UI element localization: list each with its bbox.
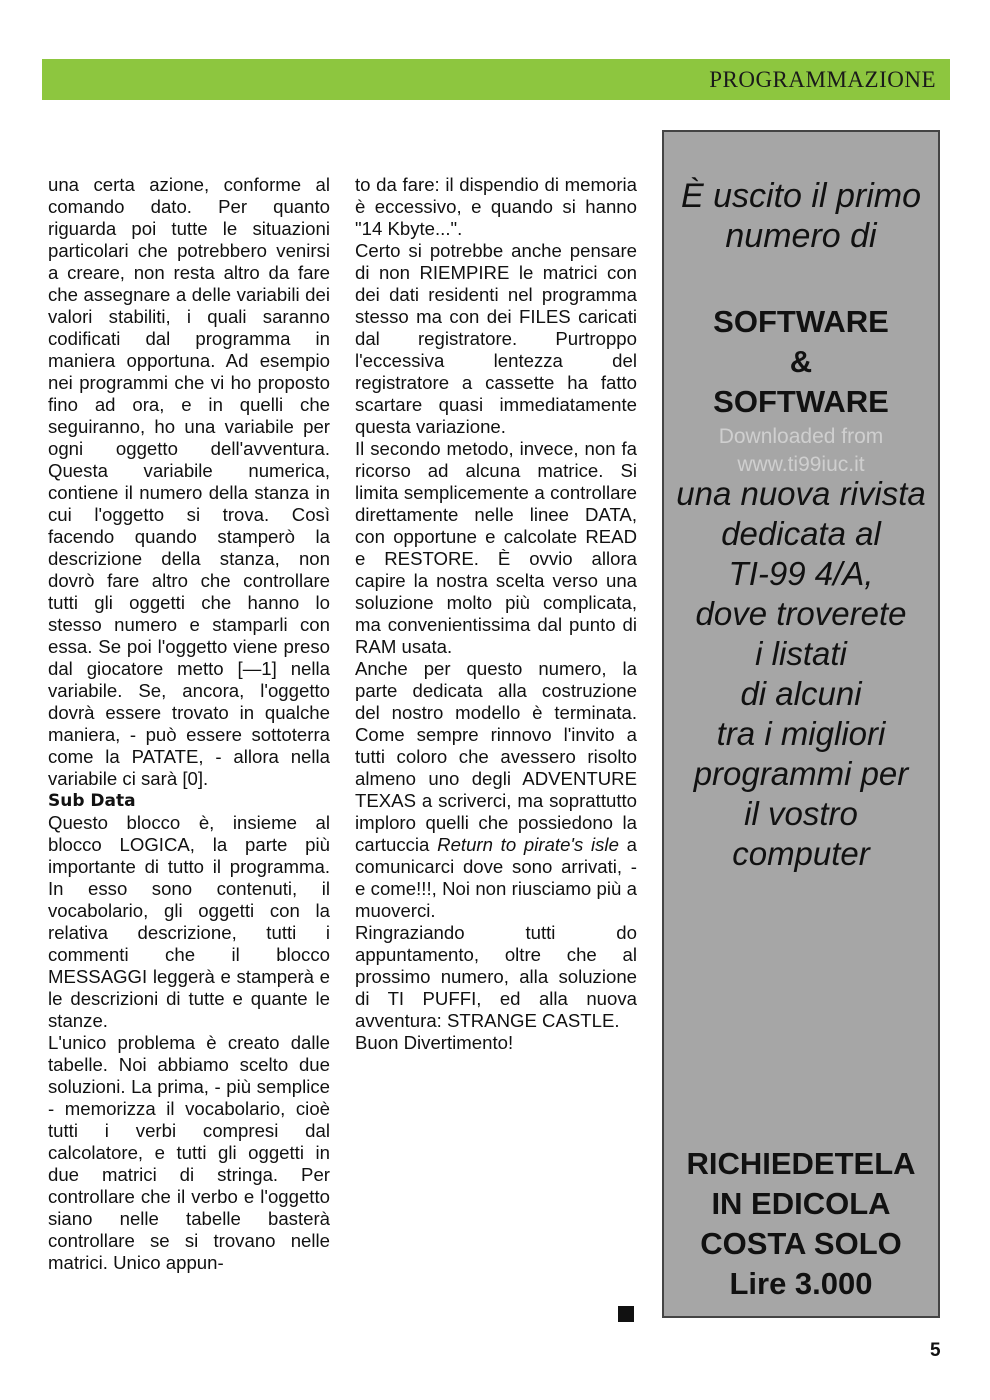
page-number: 5	[930, 1340, 941, 1361]
ad-title-ampersand: &	[789, 344, 813, 379]
ad-cta-line: COSTA SOLO	[700, 1226, 902, 1261]
ad-cta-line: RICHIEDETELA	[686, 1146, 916, 1181]
article-paragraph: Buon Divertimento!	[355, 1032, 514, 1053]
ad-cta-price: Lire 3.000	[729, 1266, 873, 1301]
paragraph-text: Anche per questo numero, la parte dedicata alla costruzione del nostro modello è terminata. Come sempre rinnovo l'invito a tutti coloro che avessero risolto almeno uno degli ADVENTURE TEXAS a scriverci, ma soprattutto imploro quelli che possiedono la cartuccia	[355, 658, 637, 855]
article-paragraph	[355, 658, 637, 922]
ad-body-line: computer	[732, 835, 870, 872]
ad-intro-line: È uscito il primo	[681, 177, 921, 215]
ad-body-line: programmi per	[693, 755, 909, 792]
subheading-sub-data: Sub Data	[48, 791, 136, 811]
ad-body-line: di alcuni	[740, 675, 862, 712]
ad-title-line: SOFTWARE	[713, 304, 889, 339]
article-paragraph: L'unico problema è creato dalle tabelle. Noi abbiamo scelto due soluzioni. La prima, - più semplice - memorizza il vocabolario, cioè tutti i verbi compresi dal calcolatore, e tutti gli oggetti in due matrici di stringa. Per controllare che il verbo e l'oggetto siano nelle tabelle basterà controllare se si trovano nelle matrici. Unico appun-	[48, 1032, 330, 1273]
ad-body-line: i listati	[755, 635, 847, 672]
ad-intro-line: numero di	[725, 217, 877, 255]
ad-cta-line: IN EDICOLA	[711, 1186, 891, 1221]
section-header-bar	[42, 59, 950, 100]
watermark-url: www.ti99iuc.it	[737, 453, 865, 476]
ad-intro	[664, 176, 938, 256]
article-paragraph: Certo si potrebbe anche pensare di non RIEMPIRE le matrici con dei dati residenti nel programma stesso ma con dei FILES caricati dal registratore. Purtroppo l'eccessiva lentezza del registratore a cassette ha fatto scartare quasi immediatamente questa variazione.	[355, 240, 637, 437]
article-paragraph: Il secondo metodo, invece, non fa ricorso ad alcuna matrice. Si limita semplicemente a controllare direttamente nelle linee DATA, con opportune e calcolate READ e RESTORE. È ovvio allora capire la nostra scelta verso una soluzione molto più complicata, ma convenientissima dal punto di RAM usata.	[355, 438, 637, 657]
ad-title-line: SOFTWARE	[713, 384, 889, 419]
paragraph-text: a comunicarci dove sono arrivati, - e come!!!, Noi non riusciamo più a muoverci.	[355, 834, 637, 921]
article-column-1	[48, 174, 330, 1274]
ad-body-line: il vostro	[744, 795, 858, 832]
ad-body-line: una nuova rivista	[676, 475, 926, 512]
ad-body	[664, 474, 938, 874]
article-paragraph: Questo blocco è, insieme al blocco LOGICA, la parte più importante di tutto il programma. In esso sono contenuti, il vocabolario, gli oggetti con la relativa descrizione, tutti i commenti che il blocco MESSAGGI leggerà e stamperà e le descrizioni di tutte e quante le stanze.	[48, 812, 330, 1031]
watermark-line: Downloaded from	[718, 425, 884, 448]
article-paragraph: una certa azione, conforme al comando dato. Per quanto riguarda poi tutte le situazioni particolari che potrebbero venirsi a creare, non resta altro da fare che assegnare a delle variabili dei valori stabiliti, i quali saranno codificati dal programma in maniera opportuna. Ad esempio nei programmi che vi ho proposto fino ad ora, e in quelli che seguiranno, ho una variabile per ogni oggetto dell'avventura. Questa variabile numerica, contiene il numero della stanza in cui l'oggetto si trova. Così facendo quando stamperò la descrizione della stanza, non dovrò fare altro che controllare tutti gli oggetti che hanno lo stesso numero e stamparli con essa. Se poi l'oggetto viene preso dal giocatore metto [—1] nella variabile. Se, ancora, l'oggetto dovrà essere trovato in qualche maniera, - può essere sottoterra come la PATATE, - allora nella variabile ci sarà [0].	[48, 174, 330, 789]
cartridge-title: Return to pirate's isle	[437, 834, 619, 855]
advertisement-box	[662, 130, 940, 1318]
ad-body-line: tra i migliori	[716, 715, 886, 752]
article-column-2	[355, 174, 637, 1054]
ad-body-line: TI-99 4/A,	[728, 555, 874, 592]
article-paragraph: to da fare: il dispendio di memoria è eccessivo, e quando si hanno "14 Kbyte...".	[355, 174, 637, 239]
ad-body-line: dove troverete	[695, 595, 907, 632]
end-of-article-square-icon	[618, 1306, 634, 1322]
ad-call-to-action	[664, 1144, 938, 1304]
ad-body-line: dedicata al	[721, 515, 881, 552]
article-paragraph: Ringraziando tutti do appuntamento, oltre che al prossimo numero, alla soluzione di TI PUFFI, ed alla nuova avventura: STRANGE CASTLE.	[355, 922, 637, 1031]
section-title: PROGRAMMAZIONE	[709, 67, 936, 92]
